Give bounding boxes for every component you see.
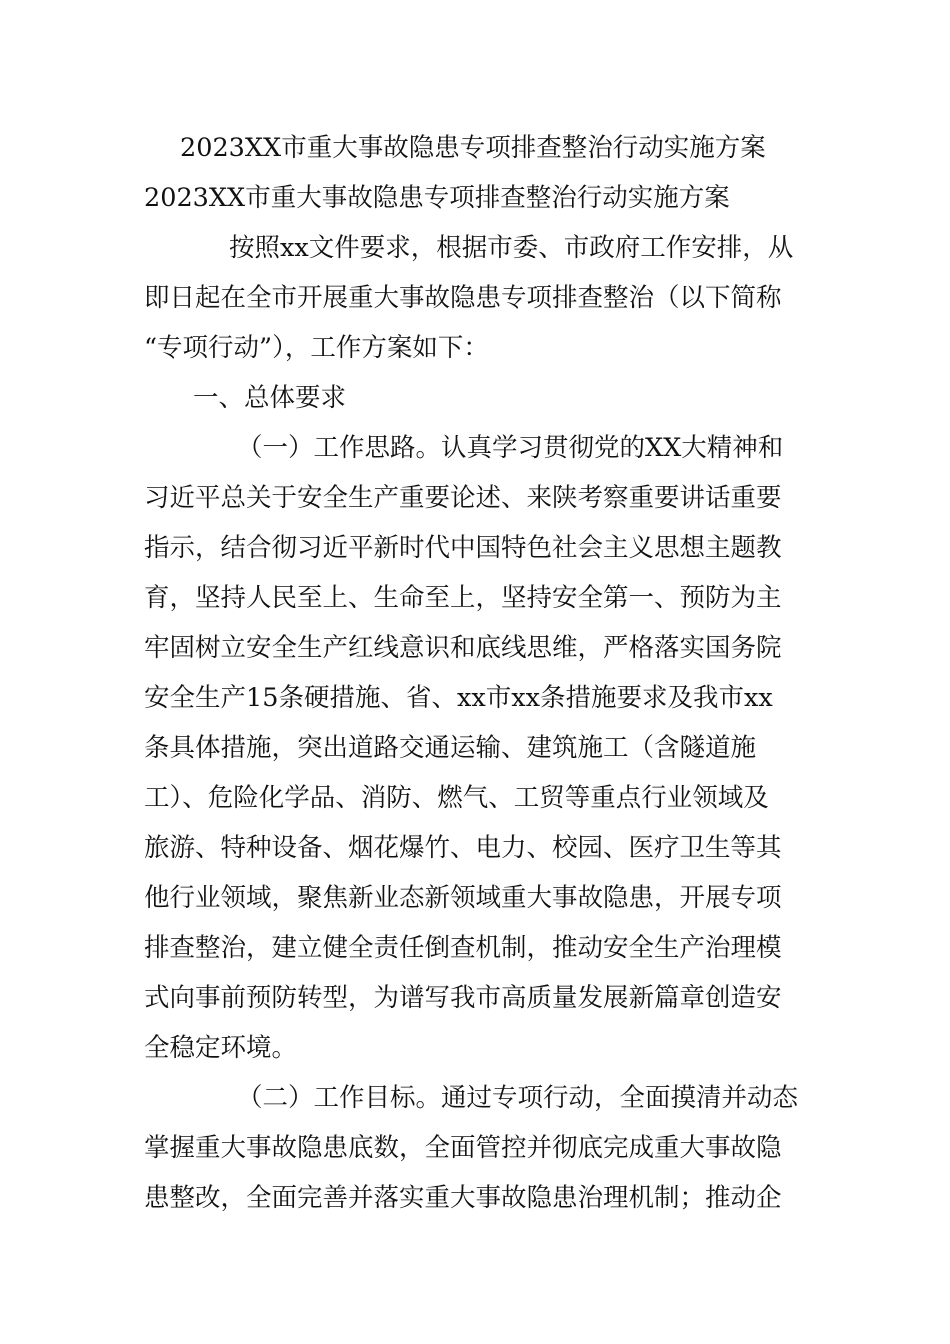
paragraph-line: 安全生产15条硬措施、省、xx市xx条措施要求及我市xx bbox=[144, 683, 773, 713]
paragraph-line: 他行业领域，聚焦新业态新领域重大事故隐患，开展专项 bbox=[144, 883, 782, 913]
intro-line: 按照xx文件要求，根据市委、市政府工作安排，从 bbox=[229, 233, 794, 263]
paragraph-line: 旅游、特种设备、烟花爆竹、电力、校园、医疗卫生等其 bbox=[144, 833, 782, 863]
intro-line: “专项行动”），工作方案如下： bbox=[144, 333, 489, 363]
intro-line: 即日起在全市开展重大事故隐患专项排查整治（以下简称 bbox=[144, 283, 782, 313]
paragraph-line: 条具体措施，突出道路交通运输、建筑施工（含隧道施 bbox=[144, 733, 757, 763]
paragraph-line: 牢固树立安全生产红线意识和底线思维，严格落实国务院 bbox=[144, 633, 782, 663]
section-heading: 一、总体要求 bbox=[193, 383, 347, 413]
paragraph-line: 掌握重大事故隐患底数，全面管控并彻底完成重大事故隐 bbox=[144, 1133, 782, 1163]
paragraph-line: 全稳定环境。 bbox=[144, 1033, 298, 1063]
paragraph-line: 指示，结合彻习近平新时代中国特色社会主义思想主题教 bbox=[144, 533, 782, 563]
paragraph-line: 患整改，全面完善并落实重大事故隐患治理机制；推动企 bbox=[144, 1183, 782, 1213]
paragraph-line: （一）工作思路。认真学习贯彻党的XX大精神和 bbox=[237, 433, 784, 463]
paragraph-line: 排查整治，建立健全责任倒查机制，推动安全生产治理模 bbox=[144, 933, 782, 963]
paragraph-line: （二）工作目标。通过专项行动，全面摸清并动态 bbox=[237, 1083, 799, 1113]
document-title-line-1: 2023XX市重大事故隐患专项排查整治行动实施方案 bbox=[180, 133, 766, 163]
paragraph-line: 育，坚持人民至上、生命至上，坚持安全第一、预防为主 bbox=[144, 583, 782, 613]
paragraph-line: 式向事前预防转型，为谱写我市高质量发展新篇章创造安 bbox=[144, 983, 782, 1013]
document-title-line-2: 2023XX市重大事故隐患专项排查整治行动实施方案 bbox=[144, 183, 730, 213]
paragraph-line: 习近平总关于安全生产重要论述、来陕考察重要讲话重要 bbox=[144, 483, 782, 513]
paragraph-line: 工）、危险化学品、消防、燃气、工贸等重点行业领域及 bbox=[144, 783, 769, 813]
